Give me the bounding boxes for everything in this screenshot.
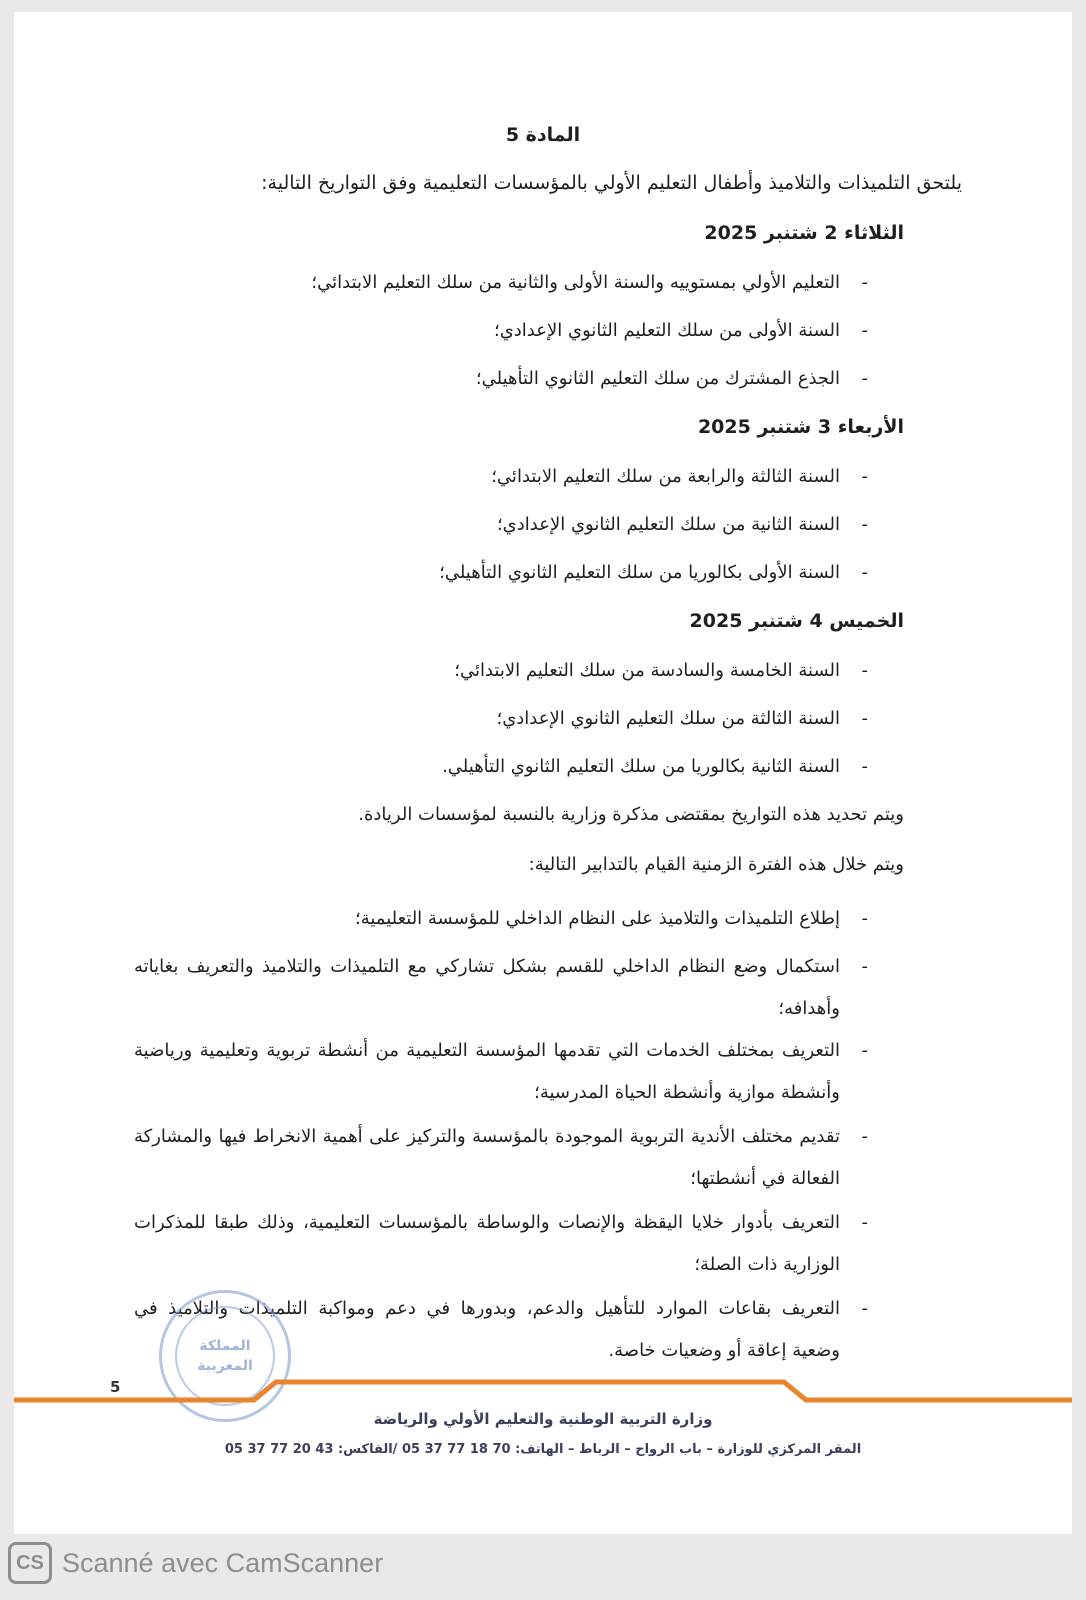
ministry-address: المقر المركزي للوزارة – باب الرواح – الرباط – الهاتف: 70 18 77 37 05 /الفاكس: 43 20 77 37 05 [224, 1442, 862, 1457]
measure-item: - إطلاع التلميذات والتلاميذ على النظام الداخلي للمؤسسة التعليمية؛ [134, 898, 840, 940]
list-item: - السنة الأولى من سلك التعليم الثانوي الإعدادي؛ [494, 320, 840, 341]
list-item: - الجذع المشترك من سلك التعليم الثانوي التأهيلي؛ [476, 368, 840, 389]
day-heading: الأربعاء 3 شتنبر 2025 [697, 416, 904, 438]
measures-intro: ويتم خلال هذه الفترة الزمنية القيام بالتدابير التالية: [528, 854, 904, 875]
list-item: - السنة الأولى بكالوريا من سلك التعليم الثانوي التأهيلي؛ [439, 562, 840, 583]
document-body [14, 12, 1072, 1534]
measure-item: - التعريف بقاعات الموارد للتأهيل والدعم، وبدورها في دعم ومواكبة التلميذات والتلاميذ في وضعية إعاقة أو وضعيات خاصة. [134, 1288, 840, 1372]
pioneer-note: ويتم تحديد هذه التواريخ بمقتضى مذكرة وزارية بالنسبة لمؤسسات الريادة. [358, 804, 904, 825]
list-item: - التعليم الأولي بمستوييه والسنة الأولى والثانية من سلك التعليم الابتدائي؛ [311, 272, 840, 293]
article-title: المادة 5 [505, 124, 581, 146]
measure-item: - التعريف بمختلف الخدمات التي تقدمها المؤسسة التعليمية من أنشطة تربوية وتعليمية ورياضية وأنشطة موازية وأنشطة الحياة المدرسية؛ [134, 1030, 840, 1114]
scanner-label: Scanné avec CamScanner [62, 1547, 384, 1578]
measure-item: - استكمال وضع النظام الداخلي للقسم بشكل تشاركي مع التلميذات والتلاميذ والتعريف بغاياته وأهدافه؛ [134, 946, 840, 1030]
list-item: - السنة الثالثة من سلك التعليم الثانوي الإعدادي؛ [496, 708, 840, 729]
list-item: - السنة الخامسة والسادسة من سلك التعليم الابتدائي؛ [454, 660, 840, 681]
camscanner-logo-icon: CS [8, 1542, 52, 1584]
day-heading: الثلاثاء 2 شتنبر 2025 [704, 222, 904, 244]
measure-item: - تقديم مختلف الأندية التربوية الموجودة بالمؤسسة والتركيز على أهمية الانخراط فيها والمشاركة الفعالة في أنشطتها؛ [134, 1116, 840, 1200]
list-item: - السنة الثانية من سلك التعليم الثانوي الإعدادي؛ [497, 514, 840, 535]
ministry-name: وزارة التربية الوطنية والتعليم الأولي والرياضة [373, 1410, 713, 1428]
stamp-line: المملكة [199, 1338, 251, 1354]
page-number: 5 [110, 1378, 121, 1396]
scanner-watermark [8, 1540, 383, 1586]
measure-item: - التعريف بأدوار خلايا اليقظة والإنصات والوساطة بالمؤسسات التعليمية، وذلك طبقا للمذكرات الوزارية ذات الصلة؛ [134, 1202, 840, 1286]
list-item: - السنة الثانية بكالوريا من سلك التعليم الثانوي التأهيلي. [442, 756, 840, 777]
list-item: - السنة الثالثة والرابعة من سلك التعليم الابتدائي؛ [491, 466, 840, 487]
day-heading: الخميس 4 شتنبر 2025 [689, 610, 904, 632]
article-intro: يلتحق التلميذات والتلاميذ وأطفال التعليم الأولي بالمؤسسات التعليمية وفق التواريخ التالية: [261, 172, 962, 194]
stamp-line: المغربية [197, 1358, 253, 1374]
document-page [14, 12, 1072, 1534]
